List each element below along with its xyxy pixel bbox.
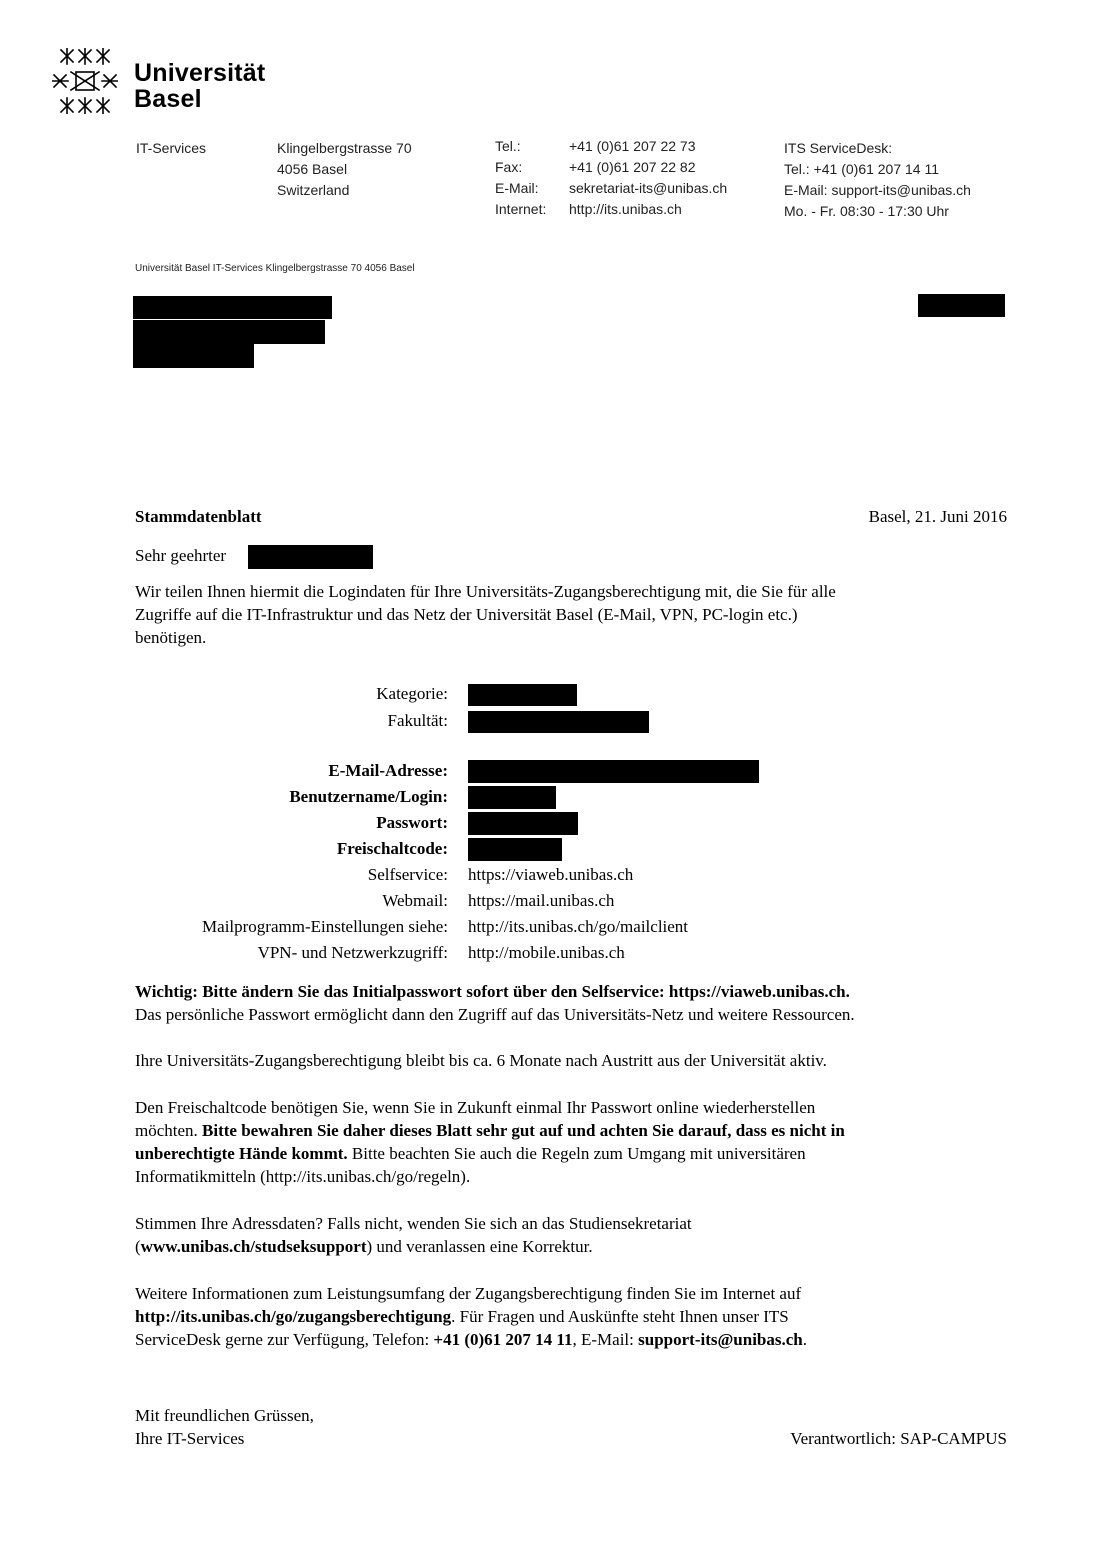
link-webmail[interactable]: https://mail.unibas.ch <box>468 891 615 910</box>
further-text: Weitere Informationen zum Leistungsumfang der Zugangsberechtigung finden Sie im Internet auf <box>135 1284 802 1303</box>
contact-value-tel: +41 (0)61 207 22 73 <box>569 138 696 154</box>
redacted-freischaltcode <box>468 838 562 861</box>
freischalt-line: Informatikmitteln (http://its.unibas.ch/go/regeln). <box>135 1167 471 1186</box>
closing <box>135 1404 314 1450</box>
validity-paragraph <box>135 1049 827 1072</box>
contact-label-tel: Tel.: <box>495 138 521 154</box>
salutation-text: Sehr geehrter <box>135 546 227 565</box>
logo-line-2: Basel <box>134 85 202 113</box>
table-row-email <box>0 759 1103 783</box>
important-notice: Wichtig: Bitte ändern Sie das Initialpasswort sofort über den Selfservice: https://viaweb.unibas.ch. <box>135 982 850 1001</box>
freischaltcode-paragraph <box>135 1096 845 1188</box>
label-passwort: Passwort: <box>376 813 448 832</box>
redacted-reference <box>918 294 1005 317</box>
document-title: Stammdatenblatt <box>135 507 262 526</box>
further-text: ServiceDesk gerne zur Verfügung, Telefon: <box>135 1330 434 1349</box>
redacted-fakultaet <box>468 711 649 733</box>
further-info-paragraph <box>135 1282 807 1351</box>
label-mailprogramm: Mailprogramm-Einstellungen siehe: <box>202 917 448 936</box>
responsible-note: Verantwortlich: SAP-CAMPUS <box>790 1429 1007 1448</box>
header-department <box>136 138 206 159</box>
table-row-passwort <box>0 811 1103 835</box>
important-detail: Das persönliche Passwort ermöglicht dann den Zugriff auf das Universitäts-Netz und weitere Ressourcen. <box>135 1005 855 1024</box>
department-name: IT-Services <box>136 140 207 156</box>
letter-date: Basel, 21. Juni 2016 <box>868 507 1007 526</box>
servicedesk-phone: +41 (0)61 207 14 11 <box>433 1330 573 1349</box>
link-mobile[interactable]: http://mobile.unibas.ch <box>468 943 625 962</box>
logo-line-1: Universität <box>134 59 266 87</box>
table-row-mailprogramm <box>0 915 1103 939</box>
servicedesk-hours: Mo. - Fr. 08:30 - 17:30 Uhr <box>784 203 949 219</box>
sender-return-address: Universität Basel IT-Services Klingelbergstrasse 70 4056 Basel <box>135 263 415 274</box>
contact-value-internet: http://its.unibas.ch <box>569 201 682 217</box>
redacted-login <box>468 786 556 809</box>
redacted-recipient-name <box>248 545 373 569</box>
table-row-selfservice <box>0 863 1103 887</box>
contact-label-internet: Internet: <box>495 201 547 217</box>
closing-signature: Ihre IT-Services <box>135 1429 245 1448</box>
label-freischaltcode: Freischaltcode: <box>336 839 448 858</box>
intro-line: Zugriffe auf die IT-Infrastruktur und das Netz der Universität Basel (E-Mail, VPN, PC-login etc.) <box>135 605 798 624</box>
further-text: . <box>802 1330 808 1349</box>
label-email: E-Mail-Adresse: <box>328 761 448 780</box>
table-row-login <box>0 785 1103 809</box>
contact-value-email: sekretariat-its@unibas.ch <box>569 180 728 196</box>
freischalt-text: Bitte beachten Sie auch die Regeln zum Umgang mit universitären <box>347 1144 806 1163</box>
header-contact-labels <box>495 136 546 220</box>
contact-label-fax: Fax: <box>495 159 523 175</box>
contact-label-email: E-Mail: <box>495 180 539 196</box>
freischalt-warning: Bitte bewahren Sie daher dieses Blatt sehr gut auf und achten Sie darauf, dass es nicht in <box>202 1121 845 1140</box>
header-address <box>277 138 412 201</box>
link-selfservice[interactable]: https://viaweb.unibas.ch <box>468 865 634 884</box>
table-row-vpn <box>0 941 1103 965</box>
table-row-fakultaet <box>0 709 1103 733</box>
further-text: , E-Mail: <box>572 1330 639 1349</box>
university-logo-text <box>134 60 265 112</box>
servicedesk-tel: Tel.: +41 (0)61 207 14 11 <box>784 161 940 177</box>
important-paragraph <box>135 980 855 1026</box>
label-fakultaet: Fakultät: <box>387 711 448 730</box>
servicedesk-title: ITS ServiceDesk: <box>784 140 893 156</box>
table-row-kategorie <box>0 682 1103 706</box>
table-row-webmail <box>0 889 1103 913</box>
redacted-recipient-line <box>133 296 332 319</box>
servicedesk-email: E-Mail: support-its@unibas.ch <box>784 182 971 198</box>
address-text: ( <box>135 1237 141 1256</box>
link-mailclient[interactable]: http://its.unibas.ch/go/mailclient <box>468 917 689 936</box>
label-vpn: VPN- und Netzwerkzugriff: <box>257 943 448 962</box>
freischalt-warning: unberechtigte Hände kommt. <box>135 1144 348 1163</box>
intro-line: benötigen. <box>135 628 207 647</box>
redacted-kategorie <box>468 684 577 706</box>
redacted-recipient-line <box>133 320 325 344</box>
link-support-email[interactable]: support-its@unibas.ch <box>638 1330 803 1349</box>
header-servicedesk <box>784 138 971 222</box>
intro-line: Wir teilen Ihnen hiermit die Logindaten für Ihre Universitäts-Zugangsberechtigung mit, die Sie für alle <box>135 582 836 601</box>
contact-value-fax: +41 (0)61 207 22 82 <box>569 159 696 175</box>
closing-greeting: Mit freundlichen Grüssen, <box>135 1406 314 1425</box>
link-zugangsberechtigung[interactable]: http://its.unibas.ch/go/zugangsberechtigung <box>135 1307 452 1326</box>
redacted-recipient-line <box>133 344 254 368</box>
table-row-freischaltcode <box>0 837 1103 861</box>
redacted-email <box>468 760 759 783</box>
intro-paragraph <box>135 580 836 649</box>
freischalt-line: Den Freischaltcode benötigen Sie, wenn Sie in Zukunft einmal Ihr Passwort online wiederherstellen <box>135 1098 816 1117</box>
further-text: . Für Fragen und Auskünfte steht Ihnen unser ITS <box>451 1307 789 1326</box>
redacted-passwort <box>468 812 578 835</box>
validity-text: Ihre Universitäts-Zugangsberechtigung bleibt bis ca. 6 Monate nach Austritt aus der Universität aktiv. <box>135 1051 827 1070</box>
address-line: Switzerland <box>277 182 350 198</box>
label-kategorie: Kategorie: <box>376 684 448 703</box>
label-webmail: Webmail: <box>382 891 448 910</box>
address-text: ) und veranlassen eine Korrektur. <box>366 1237 593 1256</box>
label-selfservice: Selfservice: <box>367 865 448 884</box>
freischalt-text: möchten. <box>135 1121 203 1140</box>
link-studseksupport[interactable]: www.unibas.ch/studseksupport <box>140 1237 367 1256</box>
label-login: Benutzername/Login: <box>289 787 448 806</box>
address-paragraph <box>135 1212 692 1258</box>
university-logo-icon <box>52 48 118 114</box>
address-line: 4056 Basel <box>277 161 348 177</box>
address-line: Klingelbergstrasse 70 <box>277 140 412 156</box>
salutation <box>135 544 226 567</box>
header-contact-values <box>569 136 727 220</box>
address-text: Stimmen Ihre Adressdaten? Falls nicht, wenden Sie sich an das Studiensekretariat <box>135 1214 692 1233</box>
